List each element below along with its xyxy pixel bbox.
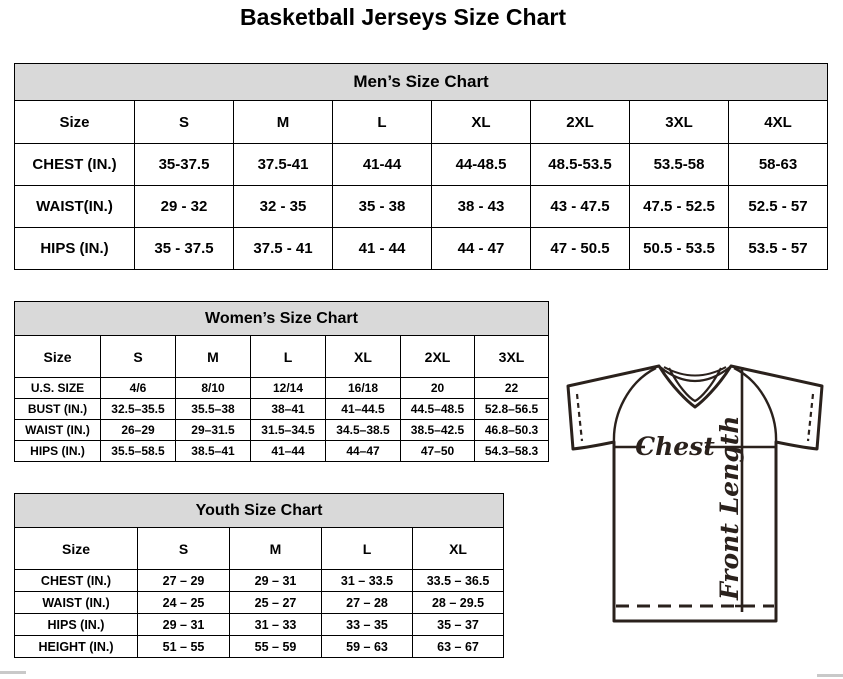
value-cell: 41–44 (251, 441, 326, 462)
scrollbar-fragment-left (0, 671, 26, 674)
column-header: XL (413, 528, 504, 570)
row-label: HIPS (IN.) (15, 441, 101, 462)
value-cell: 44–47 (326, 441, 401, 462)
row-label: HIPS (IN.) (15, 614, 138, 636)
chest-label: Chest (635, 432, 715, 461)
mens-size-chart-table (14, 63, 828, 270)
table-row (15, 378, 549, 399)
value-cell: 35.5–38 (176, 399, 251, 420)
value-cell: 37.5-41 (234, 144, 333, 186)
value-cell: 35 - 37.5 (135, 228, 234, 270)
value-cell: 53.5-58 (630, 144, 729, 186)
value-cell: 35.5–58.5 (101, 441, 176, 462)
value-cell: 52.5 - 57 (729, 186, 828, 228)
value-cell: 41-44 (333, 144, 432, 186)
column-header: L (251, 336, 326, 378)
column-header: L (333, 101, 432, 144)
value-cell: 27 – 28 (322, 592, 413, 614)
table-row (15, 441, 549, 462)
value-cell: 38.5–42.5 (401, 420, 475, 441)
scrollbar-fragment-right (817, 674, 843, 677)
column-header: M (176, 336, 251, 378)
youth-chart-title: Youth Size Chart (15, 494, 504, 528)
value-cell: 47–50 (401, 441, 475, 462)
row-label: U.S. SIZE (15, 378, 101, 399)
column-header: Size (15, 101, 135, 144)
row-label: CHEST (IN.) (15, 570, 138, 592)
value-cell: 34.5–38.5 (326, 420, 401, 441)
value-cell: 29 - 32 (135, 186, 234, 228)
value-cell: 44-48.5 (432, 144, 531, 186)
table-row (15, 636, 504, 658)
column-header: M (230, 528, 322, 570)
value-cell: 33 – 35 (322, 614, 413, 636)
value-cell: 53.5 - 57 (729, 228, 828, 270)
table-row (15, 592, 504, 614)
column-header: S (135, 101, 234, 144)
column-header: 3XL (630, 101, 729, 144)
value-cell: 38 - 43 (432, 186, 531, 228)
column-header: L (322, 528, 413, 570)
left-armhole-seam (614, 368, 656, 442)
value-cell: 55 – 59 (230, 636, 322, 658)
value-cell: 20 (401, 378, 475, 399)
youth-size-chart-table (14, 493, 504, 658)
value-cell: 27 – 29 (138, 570, 230, 592)
value-cell: 22 (475, 378, 549, 399)
value-cell: 50.5 - 53.5 (630, 228, 729, 270)
value-cell: 32 - 35 (234, 186, 333, 228)
value-cell: 47.5 - 52.5 (630, 186, 729, 228)
row-label: CHEST (IN.) (15, 144, 135, 186)
value-cell: 37.5 - 41 (234, 228, 333, 270)
column-header: S (138, 528, 230, 570)
value-cell: 41–44.5 (326, 399, 401, 420)
value-cell: 29–31.5 (176, 420, 251, 441)
table-row (15, 570, 504, 592)
row-label: HEIGHT (IN.) (15, 636, 138, 658)
value-cell: 31 – 33 (230, 614, 322, 636)
value-cell: 43 - 47.5 (531, 186, 630, 228)
womens-size-chart-table (14, 301, 549, 462)
table-row (15, 614, 504, 636)
row-label: BUST (IN.) (15, 399, 101, 420)
column-header: 2XL (531, 101, 630, 144)
value-cell: 29 – 31 (138, 614, 230, 636)
value-cell: 41 - 44 (333, 228, 432, 270)
page-title: Basketball Jerseys Size Chart (239, 4, 566, 30)
womens-chart-title: Women’s Size Chart (15, 302, 549, 336)
left-cuff-stitch (577, 394, 582, 441)
table-row (15, 420, 549, 441)
column-header: 3XL (475, 336, 549, 378)
table-row (15, 228, 828, 270)
jersey-diagram (556, 354, 843, 626)
value-cell: 51 – 55 (138, 636, 230, 658)
row-label: WAIST (IN.) (15, 592, 138, 614)
value-cell: 26–29 (101, 420, 176, 441)
value-cell: 59 – 63 (322, 636, 413, 658)
value-cell: 35 – 37 (413, 614, 504, 636)
value-cell: 52.8–56.5 (475, 399, 549, 420)
front-length-label: Front Length (715, 415, 744, 600)
jersey-outline (568, 366, 822, 621)
value-cell: 38–41 (251, 399, 326, 420)
table-row (15, 186, 828, 228)
value-cell: 48.5-53.5 (531, 144, 630, 186)
column-header: M (234, 101, 333, 144)
column-header: Size (15, 336, 101, 378)
value-cell: 16/18 (326, 378, 401, 399)
row-label: WAIST (IN.) (15, 420, 101, 441)
column-header: XL (432, 101, 531, 144)
value-cell: 12/14 (251, 378, 326, 399)
value-cell: 8/10 (176, 378, 251, 399)
table-row (15, 144, 828, 186)
value-cell: 29 – 31 (230, 570, 322, 592)
mens-chart-title: Men’s Size Chart (15, 64, 828, 101)
value-cell: 31 – 33.5 (322, 570, 413, 592)
column-header: 2XL (401, 336, 475, 378)
value-cell: 46.8–50.3 (475, 420, 549, 441)
column-header: Size (15, 528, 138, 570)
column-header: S (101, 336, 176, 378)
value-cell: 28 – 29.5 (413, 592, 504, 614)
column-header: 4XL (729, 101, 828, 144)
table-row (15, 399, 549, 420)
value-cell: 4/6 (101, 378, 176, 399)
value-cell: 24 – 25 (138, 592, 230, 614)
value-cell: 33.5 – 36.5 (413, 570, 504, 592)
value-cell: 58-63 (729, 144, 828, 186)
value-cell: 44.5–48.5 (401, 399, 475, 420)
value-cell: 35-37.5 (135, 144, 234, 186)
value-cell: 32.5–35.5 (101, 399, 176, 420)
row-label: WAIST(IN.) (15, 186, 135, 228)
value-cell: 63 – 67 (413, 636, 504, 658)
value-cell: 25 – 27 (230, 592, 322, 614)
row-label: HIPS (IN.) (15, 228, 135, 270)
value-cell: 35 - 38 (333, 186, 432, 228)
column-header: XL (326, 336, 401, 378)
value-cell: 44 - 47 (432, 228, 531, 270)
value-cell: 38.5–41 (176, 441, 251, 462)
value-cell: 54.3–58.3 (475, 441, 549, 462)
right-cuff-stitch (808, 394, 813, 441)
value-cell: 47 - 50.5 (531, 228, 630, 270)
value-cell: 31.5–34.5 (251, 420, 326, 441)
